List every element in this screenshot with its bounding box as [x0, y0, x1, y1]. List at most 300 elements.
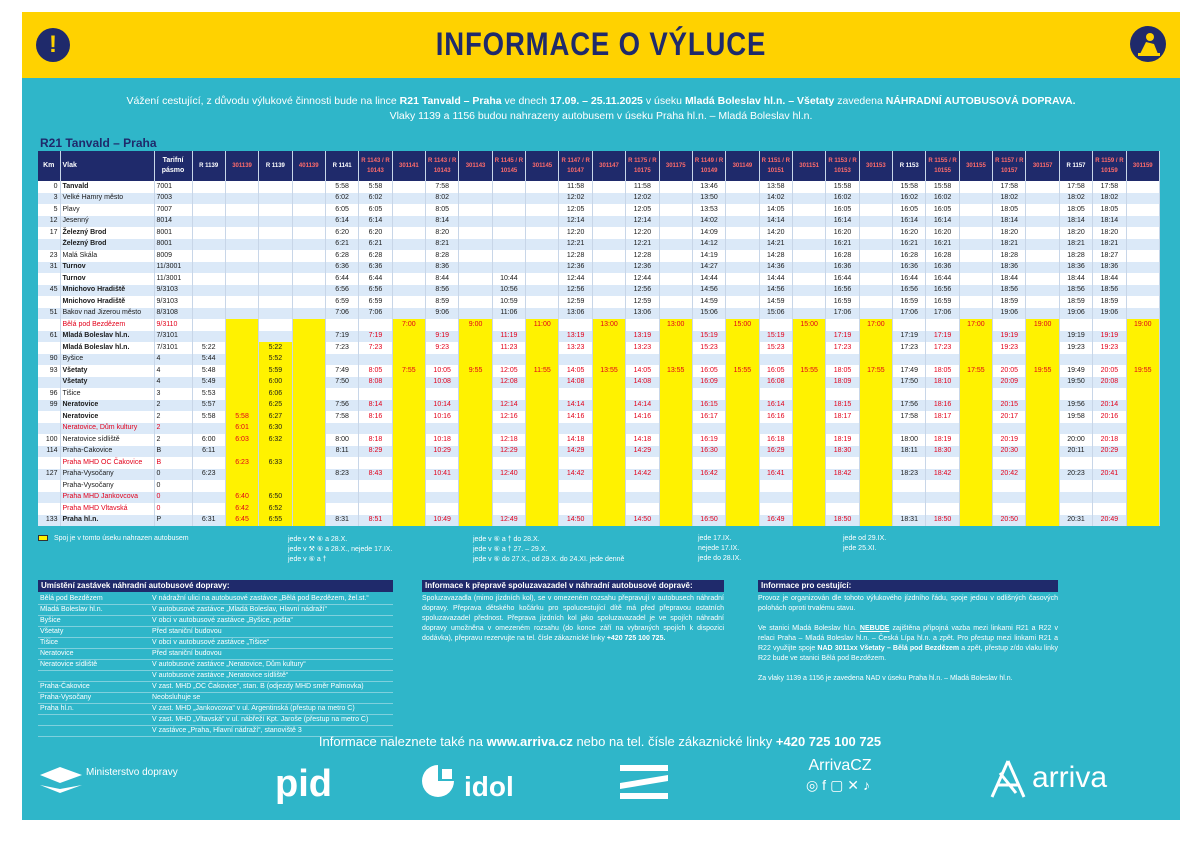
- train-number: R 1149 / R 10149: [692, 151, 725, 181]
- time-cell: [392, 480, 425, 492]
- time-cell: [1026, 480, 1059, 492]
- time-cell: [692, 319, 725, 331]
- time-cell: 15:55: [726, 365, 759, 377]
- time-cell: 18:10: [926, 377, 959, 389]
- time-cell: 18:02: [993, 193, 1026, 205]
- time-cell: [792, 492, 825, 504]
- time-cell: 12:08: [492, 377, 525, 389]
- time-cell: 13:55: [659, 365, 692, 377]
- train-number: 301149: [726, 151, 759, 181]
- time-cell: 16:19: [692, 434, 725, 446]
- time-cell: [993, 480, 1026, 492]
- time-cell: [459, 434, 492, 446]
- time-cell: [392, 377, 425, 389]
- time-cell: [592, 515, 625, 527]
- zone-cell: 2: [154, 434, 192, 446]
- intro-text: Vážení cestující, z důvodu výlukové činnosti bude na lince R21 Tanvald – Praha ve dnech 17.09. – 25.11.2025 v úseku Mladá Boleslav hl.n. – Všetaty zavedena NÁHRADNÍ AUTOBUSOVÁ DOPRAVA. Vlaky 1139 a 1156 budou nahrazeny autobusem v úseku Praha hl.n. – Mladá Boleslav hl.n.: [126, 95, 1076, 122]
- time-cell: [259, 204, 292, 216]
- time-cell: [826, 492, 859, 504]
- time-cell: [192, 250, 225, 262]
- time-cell: 17:58: [993, 181, 1026, 193]
- time-cell: [459, 480, 492, 492]
- time-cell: 14:21: [759, 239, 792, 251]
- time-cell: 12:05: [559, 204, 592, 216]
- zone-cell: 7001: [154, 181, 192, 193]
- station-name: Jesenný: [60, 216, 154, 228]
- zone-cell: 7003: [154, 193, 192, 205]
- table-row: [38, 377, 1160, 389]
- time-cell: 14:42: [626, 469, 659, 481]
- stop-row: [38, 605, 393, 616]
- time-cell: 9:19: [426, 331, 459, 343]
- time-cell: [659, 434, 692, 446]
- time-cell: 14:28: [759, 250, 792, 262]
- time-cell: [325, 480, 358, 492]
- time-cell: 18:15: [826, 400, 859, 412]
- time-cell: 14:14: [626, 400, 659, 412]
- time-cell: [926, 457, 959, 469]
- time-cell: [859, 331, 892, 343]
- time-cell: [792, 250, 825, 262]
- time-cell: [759, 388, 792, 400]
- time-cell: 18:28: [993, 250, 1026, 262]
- time-cell: [526, 331, 559, 343]
- time-cell: 18:00: [893, 434, 926, 446]
- time-cell: [292, 365, 325, 377]
- km-cell: 96: [38, 388, 60, 400]
- time-cell: [792, 227, 825, 239]
- time-cell: [759, 423, 792, 435]
- table-row: [38, 492, 1160, 504]
- train-number: 401139: [292, 151, 325, 181]
- time-cell: 18:36: [1059, 262, 1092, 274]
- time-cell: 16:28: [893, 250, 926, 262]
- time-cell: [726, 285, 759, 297]
- table-row: [38, 239, 1160, 251]
- time-cell: [659, 331, 692, 343]
- time-cell: [726, 423, 759, 435]
- time-cell: [192, 262, 225, 274]
- time-cell: [325, 503, 358, 515]
- time-cell: 19:06: [1093, 308, 1126, 320]
- stop-location: Před staniční budovou: [150, 627, 393, 638]
- time-cell: 12:59: [559, 296, 592, 308]
- time-cell: 18:14: [1093, 216, 1126, 228]
- time-cell: 8:31: [325, 515, 358, 527]
- time-cell: 14:05: [559, 365, 592, 377]
- time-cell: [792, 446, 825, 458]
- time-cell: [1059, 354, 1092, 366]
- time-cell: 16:44: [926, 273, 959, 285]
- time-cell: [1126, 480, 1159, 492]
- time-cell: 5:58: [192, 411, 225, 423]
- time-cell: [859, 492, 892, 504]
- time-cell: 20:00: [1059, 434, 1092, 446]
- time-cell: 6:36: [325, 262, 358, 274]
- time-cell: 20:31: [1059, 515, 1092, 527]
- time-cell: [926, 480, 959, 492]
- km-cell: 93: [38, 365, 60, 377]
- time-cell: 16:14: [926, 216, 959, 228]
- station-name: Mnichovo Hradiště: [60, 285, 154, 297]
- time-cell: [893, 503, 926, 515]
- time-cell: [392, 250, 425, 262]
- time-cell: [225, 273, 258, 285]
- time-cell: 12:16: [492, 411, 525, 423]
- time-cell: [526, 216, 559, 228]
- time-cell: [1059, 503, 1092, 515]
- time-cell: [292, 434, 325, 446]
- time-cell: [1126, 331, 1159, 343]
- time-cell: [292, 204, 325, 216]
- km-cell: [38, 423, 60, 435]
- stop-row: [38, 616, 393, 627]
- time-cell: [225, 319, 258, 331]
- time-cell: [859, 423, 892, 435]
- time-cell: [526, 296, 559, 308]
- time-cell: 10:16: [426, 411, 459, 423]
- zone-header: Tarifní pásmo: [154, 151, 192, 181]
- time-cell: [526, 354, 559, 366]
- time-cell: 19:50: [1059, 377, 1092, 389]
- time-cell: 8:44: [426, 273, 459, 285]
- time-cell: [426, 457, 459, 469]
- time-cell: [359, 457, 392, 469]
- time-cell: 10:59: [492, 296, 525, 308]
- time-cell: [225, 354, 258, 366]
- time-cell: [826, 354, 859, 366]
- time-cell: [1059, 492, 1092, 504]
- train-number: R 1157: [1059, 151, 1092, 181]
- time-cell: [893, 423, 926, 435]
- stop-name: Praha-Čakovice: [38, 682, 150, 693]
- time-cell: 16:59: [926, 296, 959, 308]
- table-row: [38, 296, 1160, 308]
- time-cell: [225, 250, 258, 262]
- time-cell: 15:58: [826, 181, 859, 193]
- time-cell: [492, 354, 525, 366]
- time-cell: [1059, 457, 1092, 469]
- km-header: Km: [38, 151, 60, 181]
- time-cell: [792, 480, 825, 492]
- time-cell: 18:27: [1093, 250, 1126, 262]
- time-cell: [1026, 262, 1059, 274]
- time-cell: [659, 400, 692, 412]
- time-cell: [959, 181, 992, 193]
- time-cell: 15:00: [726, 319, 759, 331]
- time-cell: [492, 503, 525, 515]
- time-cell: 13:06: [559, 308, 592, 320]
- time-cell: 11:06: [492, 308, 525, 320]
- stop-row: [38, 671, 393, 682]
- station-name: Neratovice, Dům kultury: [60, 423, 154, 435]
- table-row: [38, 365, 1160, 377]
- tiktok-icon[interactable]: ♪: [863, 777, 875, 793]
- train-number: R 1141: [325, 151, 358, 181]
- time-cell: [592, 262, 625, 274]
- time-cell: [392, 193, 425, 205]
- time-cell: 18:44: [1093, 273, 1126, 285]
- time-cell: [192, 204, 225, 216]
- time-cell: 18:14: [1059, 216, 1092, 228]
- train-number: 301143: [459, 151, 492, 181]
- time-cell: [526, 181, 559, 193]
- time-cell: [392, 273, 425, 285]
- time-cell: [292, 411, 325, 423]
- time-cell: 8:00: [325, 434, 358, 446]
- time-cell: [526, 388, 559, 400]
- time-cell: [392, 331, 425, 343]
- time-cell: [192, 273, 225, 285]
- time-cell: 17:49: [893, 365, 926, 377]
- contact-line: Informace naleznete také na www.arriva.cz nebo na tel. čísle zákaznické linky +420 725 100 725: [318, 734, 882, 749]
- time-cell: [1093, 503, 1126, 515]
- time-cell: 17:58: [1093, 181, 1126, 193]
- time-cell: 19:00: [1026, 319, 1059, 331]
- time-cell: [492, 239, 525, 251]
- time-cell: [292, 250, 325, 262]
- time-cell: [792, 181, 825, 193]
- time-cell: [826, 457, 859, 469]
- time-cell: 6:55: [259, 515, 292, 527]
- time-cell: [192, 319, 225, 331]
- time-cell: 12:36: [626, 262, 659, 274]
- time-cell: [859, 377, 892, 389]
- instagram-icon[interactable]: ▢: [830, 777, 848, 793]
- time-cell: [225, 308, 258, 320]
- station-name: Byšice: [60, 354, 154, 366]
- time-cell: 17:23: [826, 342, 859, 354]
- time-cell: 6:05: [359, 204, 392, 216]
- time-cell: [259, 285, 292, 297]
- time-cell: [726, 377, 759, 389]
- rail-logo: [618, 761, 670, 806]
- stop-location: V zast. MHD „Jankovcova“ v ul. Argentinská (přestup na metro C): [150, 704, 393, 715]
- time-cell: 12:44: [559, 273, 592, 285]
- time-cell: 18:02: [1059, 193, 1092, 205]
- time-cell: 9:00: [459, 319, 492, 331]
- time-cell: [1026, 388, 1059, 400]
- time-cell: [559, 457, 592, 469]
- time-cell: [526, 250, 559, 262]
- time-cell: [526, 308, 559, 320]
- zone-cell: 3: [154, 388, 192, 400]
- time-cell: 16:05: [759, 365, 792, 377]
- table-row: [38, 181, 1160, 193]
- time-cell: [192, 492, 225, 504]
- time-cell: 6:03: [225, 434, 258, 446]
- time-cell: [626, 457, 659, 469]
- time-cell: 14:12: [692, 239, 725, 251]
- legend-note: jede 17.IX.: [698, 535, 732, 542]
- time-cell: 10:14: [426, 400, 459, 412]
- time-cell: 12:56: [559, 285, 592, 297]
- time-cell: 5:52: [259, 354, 292, 366]
- time-cell: 8:29: [359, 446, 392, 458]
- time-cell: [559, 319, 592, 331]
- time-cell: [626, 423, 659, 435]
- stop-name: Tišice: [38, 638, 150, 649]
- time-cell: 16:02: [893, 193, 926, 205]
- time-cell: 18:05: [926, 365, 959, 377]
- stop-row: [38, 693, 393, 704]
- time-cell: 10:41: [426, 469, 459, 481]
- time-cell: 7:19: [325, 331, 358, 343]
- time-cell: 6:59: [325, 296, 358, 308]
- time-cell: [492, 262, 525, 274]
- stop-location: V autobusové zastávce „Neratovice, Dům kultury“: [150, 660, 393, 671]
- km-cell: [38, 503, 60, 515]
- train-number: R 1139: [192, 151, 225, 181]
- time-cell: [759, 480, 792, 492]
- stop-name: Bělá pod Bezdězem: [38, 594, 150, 605]
- time-cell: 12:44: [626, 273, 659, 285]
- x-icon[interactable]: ✕: [847, 777, 864, 793]
- time-cell: [692, 354, 725, 366]
- time-cell: 16:30: [692, 446, 725, 458]
- time-cell: [592, 446, 625, 458]
- zone-cell: B: [154, 457, 192, 469]
- time-cell: [526, 273, 559, 285]
- social-links: ArrivaCZ ◎f▢✕♪: [805, 757, 875, 793]
- zone-cell: 4: [154, 377, 192, 389]
- time-cell: [225, 400, 258, 412]
- km-cell: 31: [38, 262, 60, 274]
- time-cell: 14:36: [759, 262, 792, 274]
- legend-note: jede v ⑥ a †: [288, 556, 327, 563]
- time-cell: [1059, 319, 1092, 331]
- time-cell: [1093, 492, 1126, 504]
- time-cell: [192, 216, 225, 228]
- time-cell: [292, 400, 325, 412]
- time-cell: [626, 354, 659, 366]
- time-cell: 14:27: [692, 262, 725, 274]
- time-cell: [959, 480, 992, 492]
- time-cell: [592, 227, 625, 239]
- time-cell: 20:16: [1093, 411, 1126, 423]
- time-cell: [526, 193, 559, 205]
- time-cell: 13:50: [692, 193, 725, 205]
- time-cell: 8:08: [359, 377, 392, 389]
- time-cell: 13:46: [692, 181, 725, 193]
- station-name: Tanvald: [60, 181, 154, 193]
- station-name: Tišice: [60, 388, 154, 400]
- km-cell: 127: [38, 469, 60, 481]
- time-cell: [1059, 388, 1092, 400]
- table-row: [38, 400, 1160, 412]
- time-cell: 17:50: [893, 377, 926, 389]
- time-cell: [392, 227, 425, 239]
- time-cell: 18:42: [826, 469, 859, 481]
- time-cell: 18:11: [893, 446, 926, 458]
- time-cell: [859, 296, 892, 308]
- time-cell: [392, 239, 425, 251]
- time-cell: 13:00: [592, 319, 625, 331]
- time-cell: 18:02: [1093, 193, 1126, 205]
- time-cell: 17:56: [893, 400, 926, 412]
- time-cell: [592, 400, 625, 412]
- time-cell: 16:05: [692, 365, 725, 377]
- messenger-icon[interactable]: ◎: [805, 777, 823, 793]
- train-number: 301159: [1126, 151, 1159, 181]
- time-cell: 17:23: [926, 342, 959, 354]
- time-cell: [993, 319, 1026, 331]
- time-cell: 18:59: [993, 296, 1026, 308]
- time-cell: [1026, 204, 1059, 216]
- time-cell: [726, 411, 759, 423]
- time-cell: [959, 457, 992, 469]
- stop-row: [38, 682, 393, 693]
- time-cell: [1026, 400, 1059, 412]
- time-cell: 16:28: [926, 250, 959, 262]
- time-cell: 10:05: [426, 365, 459, 377]
- time-cell: [259, 480, 292, 492]
- table-row: [38, 331, 1160, 343]
- time-cell: [959, 400, 992, 412]
- time-cell: 8:43: [359, 469, 392, 481]
- station-name: Všetaty: [60, 377, 154, 389]
- time-cell: [1026, 434, 1059, 446]
- time-cell: [292, 319, 325, 331]
- time-cell: [292, 457, 325, 469]
- km-cell: 61: [38, 331, 60, 343]
- zone-cell: 9/3103: [154, 285, 192, 297]
- roadwork-icon: [1130, 26, 1166, 62]
- time-cell: [459, 469, 492, 481]
- time-cell: 18:05: [1093, 204, 1126, 216]
- time-cell: 6:01: [225, 423, 258, 435]
- time-cell: [859, 503, 892, 515]
- time-cell: 16:41: [759, 469, 792, 481]
- time-cell: 12:14: [559, 216, 592, 228]
- train-number: R 1143 / R 10143: [359, 151, 392, 181]
- time-cell: [1126, 296, 1159, 308]
- time-cell: 18:30: [826, 446, 859, 458]
- time-cell: 17:00: [959, 319, 992, 331]
- time-cell: [225, 285, 258, 297]
- time-cell: 16:15: [692, 400, 725, 412]
- station-name: Mladá Boleslav hl.n.: [60, 342, 154, 354]
- time-cell: [1026, 446, 1059, 458]
- time-cell: 6:02: [359, 193, 392, 205]
- time-cell: [859, 354, 892, 366]
- time-cell: [1026, 250, 1059, 262]
- time-cell: 16:42: [692, 469, 725, 481]
- passenger-info-box: Informace pro cestující: Provoz je organizován dle tohoto výlukového jízdního řádu, spoje jedou v odlišných časových polohách oproti trvalému stavu. Ve stanici Mladá Boleslav hl.n. NEBUDE zajištěna přípojná vazba mezi linkami R21 a R22 v relaci Praha – Mladá Boleslav hl.n. – Česká Lípa hl.n. a zpět. Pro přestup mezi linkami R21 a R22 využijte spoje NAD 3011xx Všetaty – Bělá pod Bezdězem a zpět, přestup z/do vlaku linky R22 bude ve stanici Bělá pod Bezdězem. Za vlaky 1139 a 1156 je zavedena NAD v úseku Praha hl.n. – Mladá Boleslav hl.n.: [758, 581, 1059, 682]
- time-cell: 19:19: [993, 331, 1026, 343]
- facebook-icon[interactable]: f: [822, 777, 831, 793]
- time-cell: [592, 239, 625, 251]
- time-cell: [659, 204, 692, 216]
- time-cell: [1026, 181, 1059, 193]
- time-cell: [526, 227, 559, 239]
- time-cell: [726, 227, 759, 239]
- time-cell: [1126, 354, 1159, 366]
- time-cell: 18:20: [1093, 227, 1126, 239]
- time-cell: 12:05: [492, 365, 525, 377]
- time-cell: 15:23: [759, 342, 792, 354]
- time-cell: 6:20: [359, 227, 392, 239]
- time-cell: 13:58: [759, 181, 792, 193]
- time-cell: [192, 503, 225, 515]
- time-cell: [959, 354, 992, 366]
- time-cell: [192, 227, 225, 239]
- website-link[interactable]: www.arriva.cz: [486, 734, 573, 749]
- time-cell: [259, 216, 292, 228]
- time-cell: [259, 273, 292, 285]
- time-cell: [192, 181, 225, 193]
- time-cell: [659, 515, 692, 527]
